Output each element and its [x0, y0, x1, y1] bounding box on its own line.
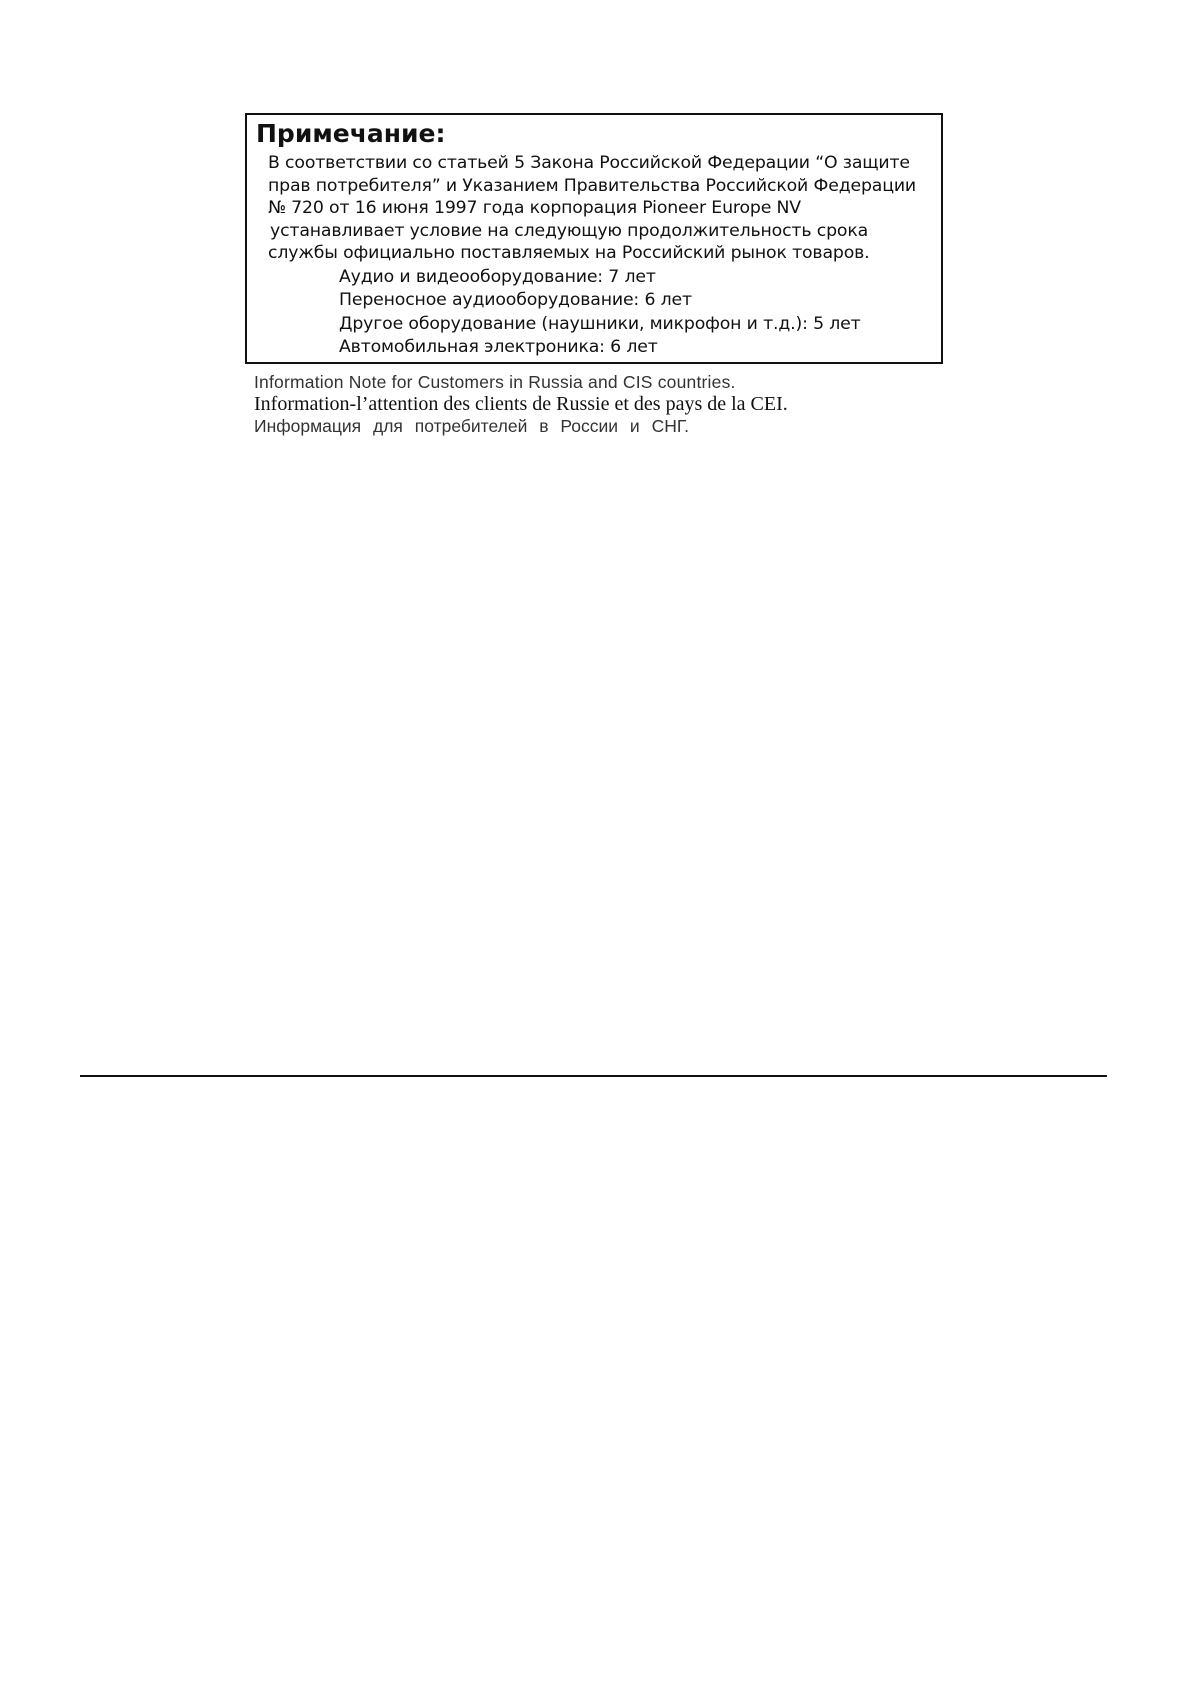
service-life-item: Другое оборудование (наушники, микрофон и т.д.): 5 лет [339, 313, 861, 334]
info-caption-french: Information-l’attention des clients de Russie et des pays de la CEI. [254, 393, 788, 415]
customer-info-caption [254, 371, 788, 437]
consumer-rights-note-box [245, 113, 943, 364]
note-line: № 720 от 16 июня 1997 года корпорация Pioneer Europe NV [268, 198, 801, 219]
note-line: службы официально поставляемых на Российский рынок товаров. [268, 243, 870, 264]
info-caption-russian: Информация для потребителей в России и СНГ. [254, 416, 690, 436]
info-caption-english: Information Note for Customers in Russia and CIS countries. [254, 372, 736, 392]
note-line: устанавливает условие на следующую продолжительность срока [270, 220, 869, 241]
horizontal-divider [80, 1075, 1107, 1077]
service-life-list [339, 266, 861, 359]
note-body [268, 152, 940, 265]
note-line: прав потребителя” и Указанием Правительства Российской Федерации [268, 175, 917, 196]
service-life-item: Переносное аудиооборудование: 6 лет [339, 290, 692, 311]
service-life-item: Автомобильная электроника: 6 лет [339, 336, 658, 357]
service-life-item: Аудио и видеооборудование: 7 лет [339, 267, 656, 287]
note-title: Примечание: [256, 119, 446, 148]
note-line: В соответствии со статьей 5 Закона Российской Федерации “О защите [268, 153, 910, 173]
